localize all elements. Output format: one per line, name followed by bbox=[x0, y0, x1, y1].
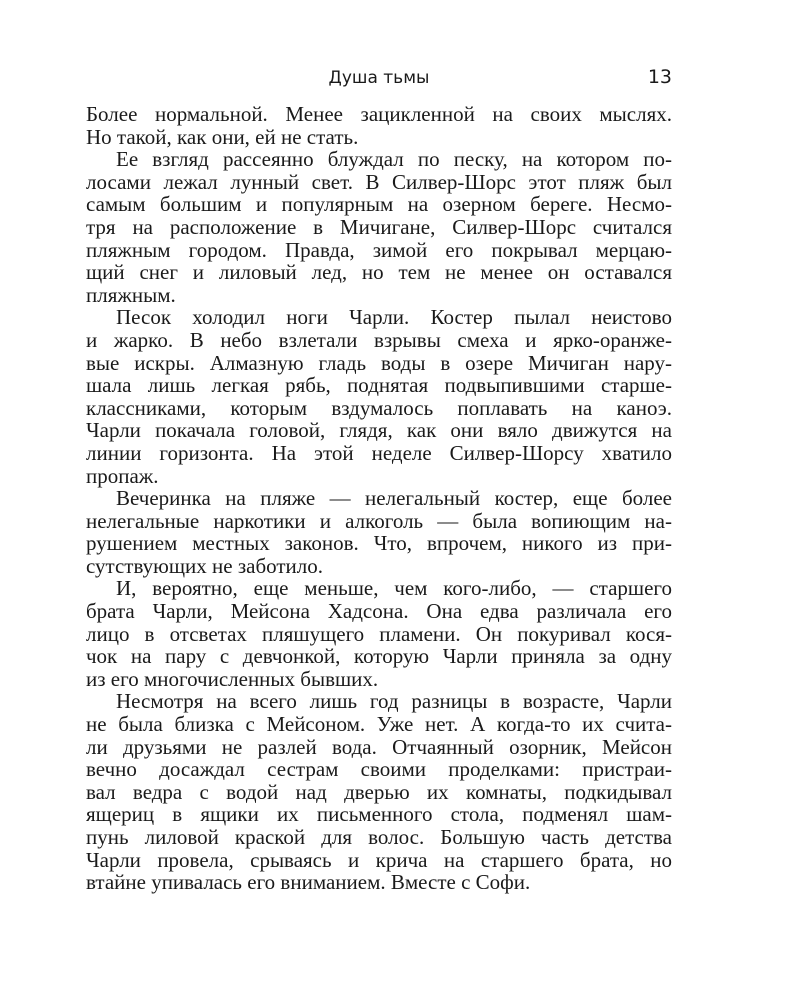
text-line: не была близка с Мейсоном. Уже нет. А когда-то их счита- bbox=[86, 712, 672, 737]
text-line: ящериц в ящики их письменного стола, подменял шам- bbox=[86, 802, 672, 827]
text-line: рушением местных законов. Что, впрочем, никого из при- bbox=[86, 531, 672, 556]
running-header bbox=[86, 66, 672, 96]
text-line: чок на пару с девчонкой, которую Чарли приняла за одну bbox=[86, 644, 672, 669]
body-text bbox=[86, 103, 672, 894]
text-line: и жарко. В небо взлетали взрывы смеха и ярко-оранже- bbox=[86, 327, 672, 352]
text-line: пляжным. bbox=[86, 282, 176, 307]
text-line: брата Чарли, Мейсона Хадсона. Она едва различала его bbox=[86, 599, 672, 624]
paragraph bbox=[86, 103, 672, 148]
text-line: Вечеринка на пляже — нелегальный костер, еще более bbox=[116, 486, 672, 511]
text-line: ли друзьями не разлей вода. Отчаянный озорник, Мейсон bbox=[86, 734, 672, 759]
text-line: щий снег и лиловый лед, но тем не менее он оставался bbox=[86, 260, 672, 285]
paragraph bbox=[86, 306, 672, 487]
page-number: 13 bbox=[647, 66, 672, 88]
text-line: самым большим и популярным на озерном береге. Несмо- bbox=[86, 192, 672, 217]
text-line: вечно досаждал сестрам своими проделками: пристраи- bbox=[86, 757, 672, 782]
text-line: пляжным городом. Правда, зимой его покрывал мерцаю- bbox=[86, 237, 672, 262]
text-line: пунь лиловой краской для волос. Большую часть детства bbox=[86, 825, 672, 849]
text-line: вал ведра с водой над дверью их комнаты, подкидывал bbox=[86, 779, 672, 804]
text-line: Чарли провела, срываясь и крича на старшего брата, но bbox=[86, 847, 672, 872]
text-line: лосами лежал лунный свет. В Силвер-Шорс этот пляж был bbox=[86, 169, 672, 194]
paragraph bbox=[86, 148, 672, 306]
text-line: нелегальные наркотики и алкоголь — была вопиющим на- bbox=[86, 508, 672, 533]
text-line: Песок холодил ноги Чарли. Костер пылал неистово bbox=[116, 305, 672, 330]
text-line: лицо в отсветах пляшущего пламени. Он покуривал кося- bbox=[86, 621, 672, 646]
text-line: тря на расположение в Мичигане, Силвер-Шорс считался bbox=[86, 214, 672, 239]
text-line: пропаж. bbox=[86, 463, 159, 488]
text-line: шала лишь легкая рябь, поднятая подвыпившими старше- bbox=[86, 373, 672, 398]
text-line: Несмотря на всего лишь год разницы в возрасте, Чарли bbox=[116, 689, 672, 714]
text-line: вые искры. Алмазную гладь воды в озере Мичиган нару- bbox=[86, 350, 672, 375]
running-title: Душа тьмы bbox=[328, 68, 430, 88]
text-line: втайне упивалась его вниманием. Вместе с Софи. bbox=[86, 870, 531, 895]
text-line: Но такой, как они, ей не стать. bbox=[86, 124, 359, 149]
text-line: И, вероятно, еще меньше, чем кого-либо, — старшего bbox=[116, 576, 672, 601]
text-line: Ее взгляд рассеянно блуждал по песку, на котором по- bbox=[116, 147, 672, 172]
text-line: линии горизонта. На этой неделе Силвер-Шорсу хватило bbox=[86, 440, 672, 465]
text-line: сутствующих не заботило. bbox=[86, 553, 323, 578]
paragraph bbox=[86, 690, 672, 893]
paragraph bbox=[86, 577, 672, 690]
text-line: классниками, которым вздумалось поплавать на каноэ. bbox=[86, 395, 672, 420]
text-line: Более нормальной. Менее зацикленной на своих мыслях. bbox=[86, 102, 672, 126]
text-line: Чарли покачала головой, глядя, как они вяло движутся на bbox=[86, 418, 672, 443]
text-line: из его многочисленных бывших. bbox=[86, 666, 379, 691]
paragraph bbox=[86, 487, 672, 577]
